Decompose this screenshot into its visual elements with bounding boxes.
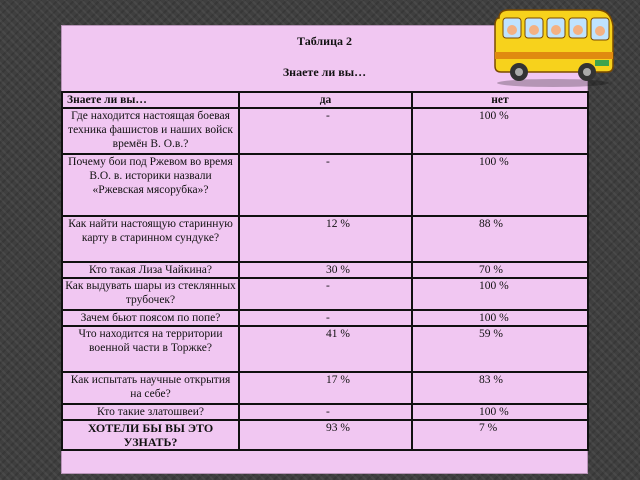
slide-title: Таблица 2 — [297, 34, 352, 48]
table-row — [62, 404, 588, 420]
no-cell: 100 % — [412, 278, 588, 310]
yes-cell: - — [239, 404, 412, 420]
table-row — [62, 216, 588, 262]
table-row — [62, 372, 588, 404]
column-header-no: нет — [412, 92, 588, 108]
slide-subtitle: Знаете ли вы… — [282, 65, 367, 79]
table-row — [62, 262, 588, 278]
survey-table — [61, 91, 589, 451]
question-cell: Где находится настоящая боевая техника фашистов и наших войск времён В. О.в.? — [62, 108, 239, 154]
column-header-yes: да — [239, 92, 412, 108]
question-cell: Зачем бьют поясом по попе? — [62, 310, 239, 326]
question-cell: Что находится на территории военной части в Торжке? — [62, 326, 239, 372]
yes-cell: 93 % — [239, 420, 412, 450]
no-cell: 100 % — [412, 108, 588, 154]
no-cell: 100 % — [412, 154, 588, 216]
table-header-row — [62, 92, 588, 108]
table-row-summary — [62, 420, 588, 450]
question-cell: Как найти настоящую старинную карту в старинном сундуке? — [62, 216, 239, 262]
question-cell: ХОТЕЛИ БЫ ВЫ ЭТО УЗНАТЬ? — [62, 420, 239, 450]
question-cell: Кто такая Лиза Чайкина? — [62, 262, 239, 278]
yes-cell: 41 % — [239, 326, 412, 372]
table-row — [62, 278, 588, 310]
no-cell: 100 % — [412, 310, 588, 326]
table-row — [62, 108, 588, 154]
yes-cell: - — [239, 154, 412, 216]
no-cell: 88 % — [412, 216, 588, 262]
no-cell: 70 % — [412, 262, 588, 278]
yes-cell: - — [239, 310, 412, 326]
yes-cell: 12 % — [239, 216, 412, 262]
no-cell: 59 % — [412, 326, 588, 372]
yes-cell: 17 % — [239, 372, 412, 404]
question-cell: Почему бои под Ржевом во время В.О. в. историки назвали «Ржевская мясорубка»? — [62, 154, 239, 216]
no-cell: 83 % — [412, 372, 588, 404]
column-header-question: Знаете ли вы… — [62, 92, 239, 108]
no-cell: 7 % — [412, 420, 588, 450]
question-cell: Как выдувать шары из стеклянных трубочек? — [62, 278, 239, 310]
table-row — [62, 310, 588, 326]
no-cell: 100 % — [412, 404, 588, 420]
question-cell: Кто такие златошвеи? — [62, 404, 239, 420]
table-row — [62, 154, 588, 216]
question-cell: Как испытать научные открытия на себе? — [62, 372, 239, 404]
yes-cell: - — [239, 278, 412, 310]
yes-cell: - — [239, 108, 412, 154]
table-row — [62, 326, 588, 372]
school-bus-icon — [489, 4, 617, 88]
yes-cell: 30 % — [239, 262, 412, 278]
